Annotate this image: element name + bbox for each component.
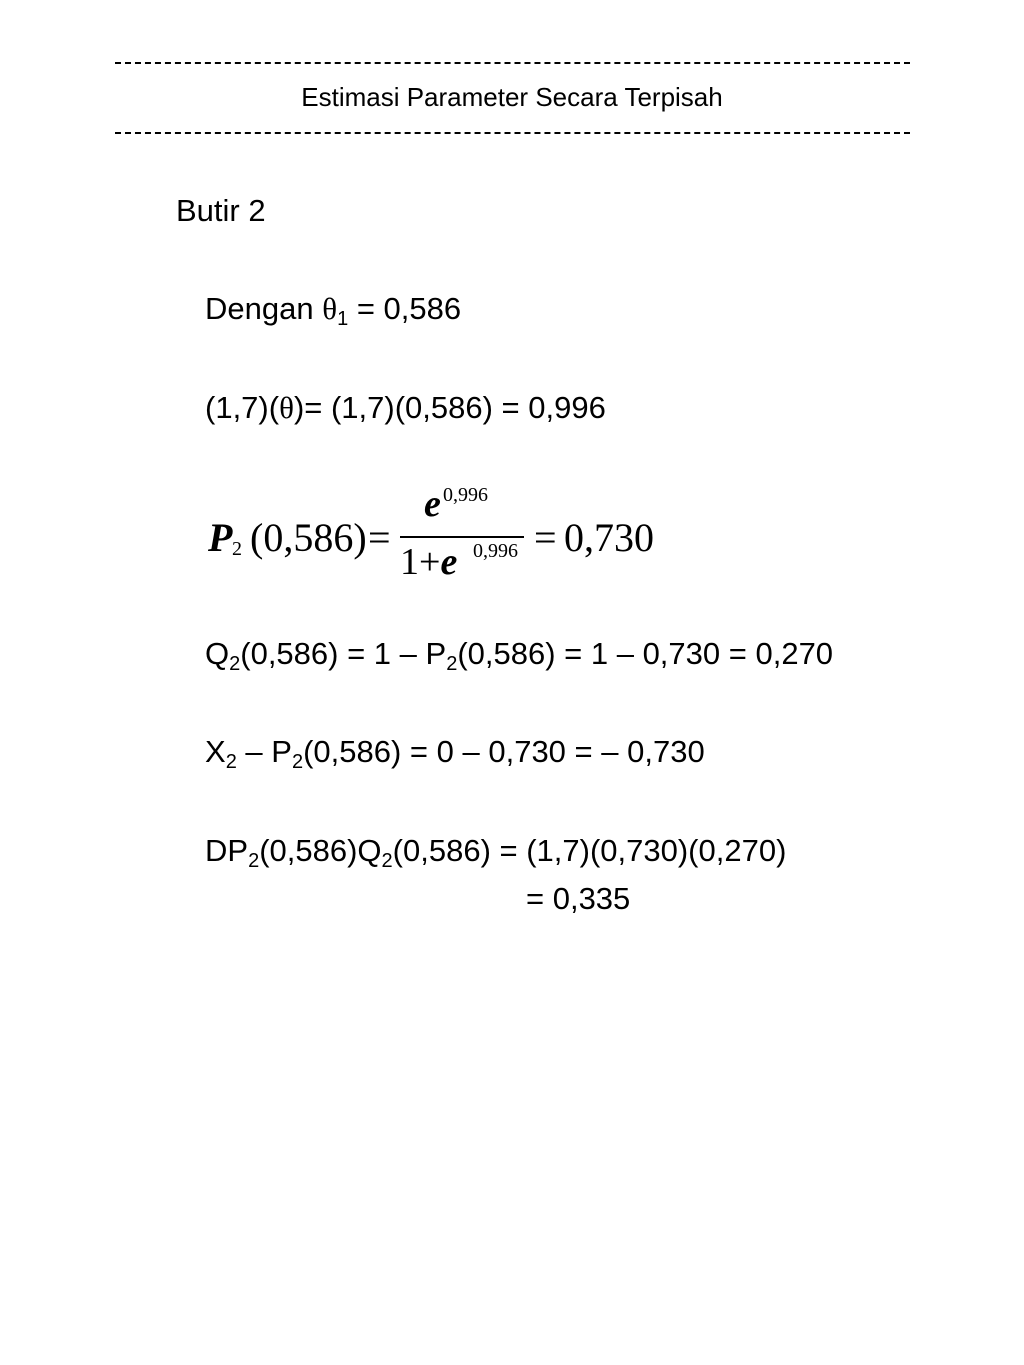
theta-prefix: Dengan <box>205 291 323 326</box>
formula-argument: (0,586) <box>250 515 367 560</box>
q-end: (0,586) = 1 – 0,730 = 0,270 <box>457 636 834 671</box>
formula-p: P <box>208 515 233 560</box>
q-p-subscript: 2 <box>446 653 458 675</box>
probability-formula <box>208 478 678 588</box>
formula-denominator-e: e <box>440 541 458 583</box>
formula-p-subscript: 2 <box>232 538 242 560</box>
q-symbol: Q <box>205 636 230 671</box>
formula-equals: = <box>368 515 391 560</box>
dp-middle: (0,586)Q <box>259 833 382 868</box>
bottom-dashed-rule <box>115 132 910 134</box>
formula-numerator-exponent: 0,996 <box>443 484 488 506</box>
formula-denominator <box>400 540 457 584</box>
formula-denominator-exponent: 0,996 <box>473 540 518 562</box>
product-part-a: (1,7)( <box>205 390 280 425</box>
q-middle: (0,586) = 1 – P <box>240 636 447 671</box>
formula-numerator-e: e <box>424 483 441 525</box>
theta-line <box>205 290 461 328</box>
dp-subscript: 2 <box>248 850 260 872</box>
top-dashed-rule <box>115 62 910 64</box>
product-line <box>205 389 606 427</box>
formula-equals-result: = <box>534 515 557 560</box>
dp-q-subscript: 2 <box>381 850 393 872</box>
dp-end: (0,586) = (1,7)(0,730)(0,270) <box>392 833 787 868</box>
product-part-b: )= (1,7)(0,586) = 0,996 <box>293 390 606 425</box>
fraction-bar <box>400 536 524 538</box>
dp-line <box>205 832 786 870</box>
x-line <box>205 733 705 771</box>
x-middle: – P <box>236 734 292 769</box>
x-p-subscript: 2 <box>291 751 304 773</box>
dp-symbol: DP <box>205 833 249 868</box>
theta-value: = 0,586 <box>348 291 462 326</box>
x-symbol: X <box>205 734 226 769</box>
product-theta: θ <box>279 390 294 425</box>
theta-symbol: θ <box>322 291 338 326</box>
x-end: (0,586) = 0 – 0,730 = – 0,730 <box>303 734 705 769</box>
q-subscript: 2 <box>229 653 241 675</box>
theta-subscript: 1 <box>337 308 349 330</box>
section-heading: Butir 2 <box>176 193 266 228</box>
formula-denominator-one-plus: 1+ <box>400 541 441 583</box>
q-line <box>205 635 833 673</box>
page-title: Estimasi Parameter Secara Terpisah <box>301 82 723 112</box>
formula-result: 0,730 <box>564 515 654 560</box>
dp-result: = 0,335 <box>526 881 631 916</box>
x-subscript: 2 <box>225 751 237 773</box>
